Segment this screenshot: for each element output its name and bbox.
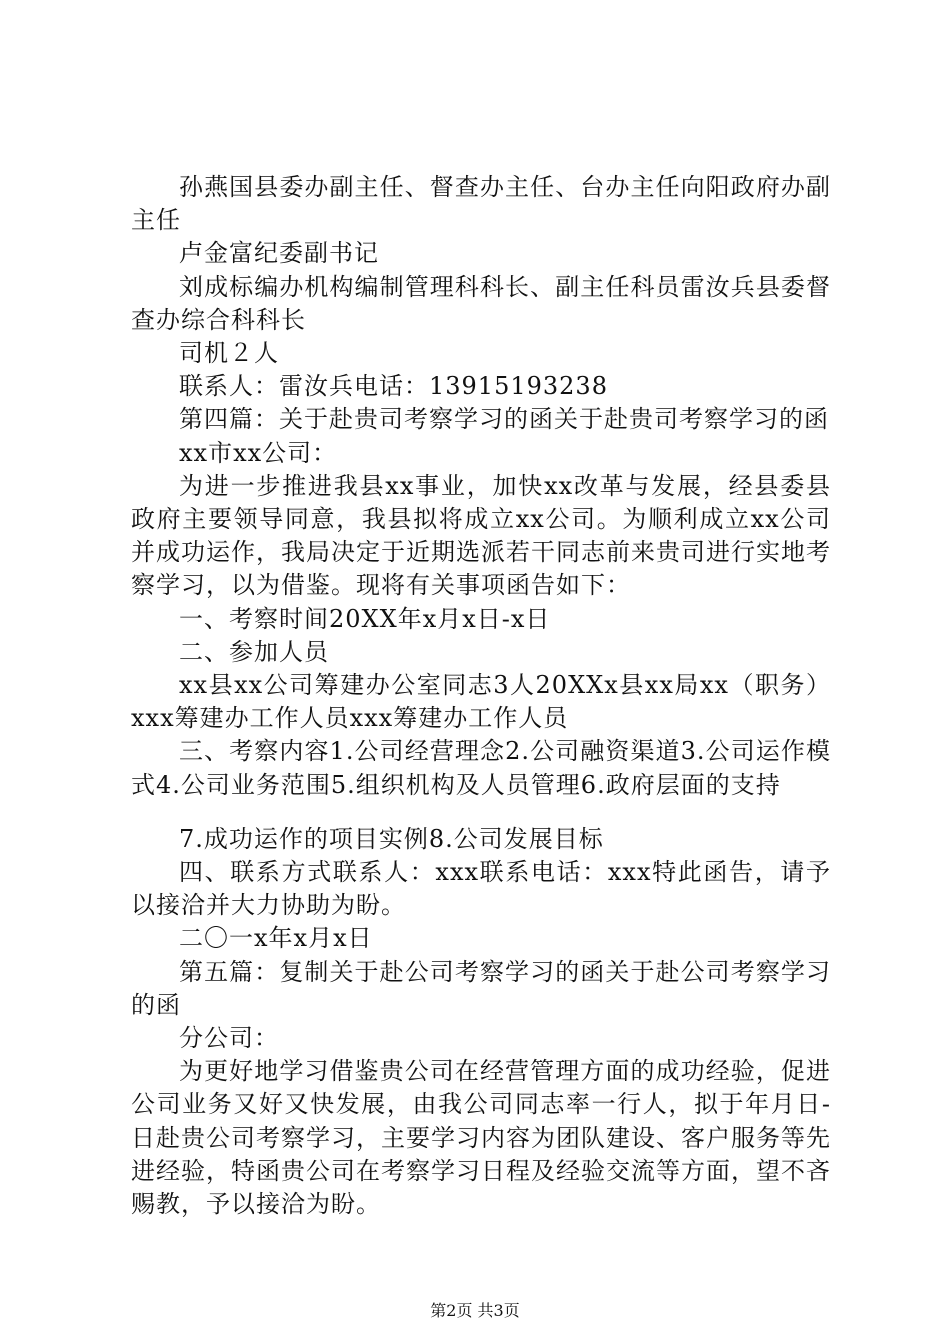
section-heading-5: 第五篇：复制关于赴公司考察学习的函关于赴公司考察学习的函	[131, 957, 831, 1019]
paragraph-contact: 联系人：雷汝兵电话：13915193238	[179, 372, 608, 401]
visit-content-continued: 7.成功运作的项目实例8.公司发展目标	[179, 824, 604, 853]
paragraph-drivers: 司机２人	[179, 339, 279, 368]
letter-salutation: xx市xx公司：	[179, 438, 338, 467]
letter-salutation-branch: 分公司：	[179, 1024, 279, 1053]
section-heading-4: 第四篇：关于赴贵司考察学习的函关于赴贵司考察学习的函	[179, 405, 829, 434]
item-contact-info: 四、联系方式联系人：xxx联系电话：xxx特此函告，请予以接洽并大力协助为盼。	[131, 858, 831, 920]
paragraph-attendee-liu: 刘成标编办机构编制管理科科长、副主任科员雷汝兵县委督查办综合科科长	[131, 272, 831, 334]
letter-intro: 为进一步推进我县xx事业，加快xx改革与发展，经县委县政府主要领导同意，我县拟将成立xx公司。为顺利成立xx公司并成功运作，我局决定于近期选派若干同志前来贵司进行实地考察学习，以为借鉴。现将有关事项函告如下：	[131, 471, 831, 600]
document-body	[131, 171, 831, 1221]
item-participants: 二、参加人员	[179, 637, 329, 666]
item-visit-time: 一、考察时间20XX年x月x日-x日	[179, 604, 551, 633]
letter-date: 二〇一x年x月x日	[179, 924, 373, 953]
item-visit-content: 三、考察内容1.公司经营理念2.公司融资渠道3.公司运作模式4.公司业务范围5.组织机构及人员管理6.政府层面的支持	[131, 737, 831, 799]
participants-detail: xx县xx公司筹建办公室同志3人20XXx县xx局xx（职务）xxx筹建办工作人员xxx筹建办工作人员	[131, 671, 831, 733]
page-footer: 第2页 共3页	[430, 1301, 520, 1320]
paragraph-attendee-lu: 卢金富纪委副书记	[179, 239, 379, 268]
paragraph-attendee-sun: 孙燕国县委办副主任、督查办主任、台办主任向阳政府办副主任	[131, 173, 831, 235]
letter-body-branch: 为更好地学习借鉴贵公司在经营管理方面的成功经验，促进公司业务又好又快发展，由我公司同志率一行人，拟于年月日-日赴贵公司考察学习，主要学习内容为团队建设、客户服务等先进经验，特函贵公司在考察学习日程及经验交流等方面，望不吝赐教，予以接洽为盼。	[131, 1057, 831, 1219]
